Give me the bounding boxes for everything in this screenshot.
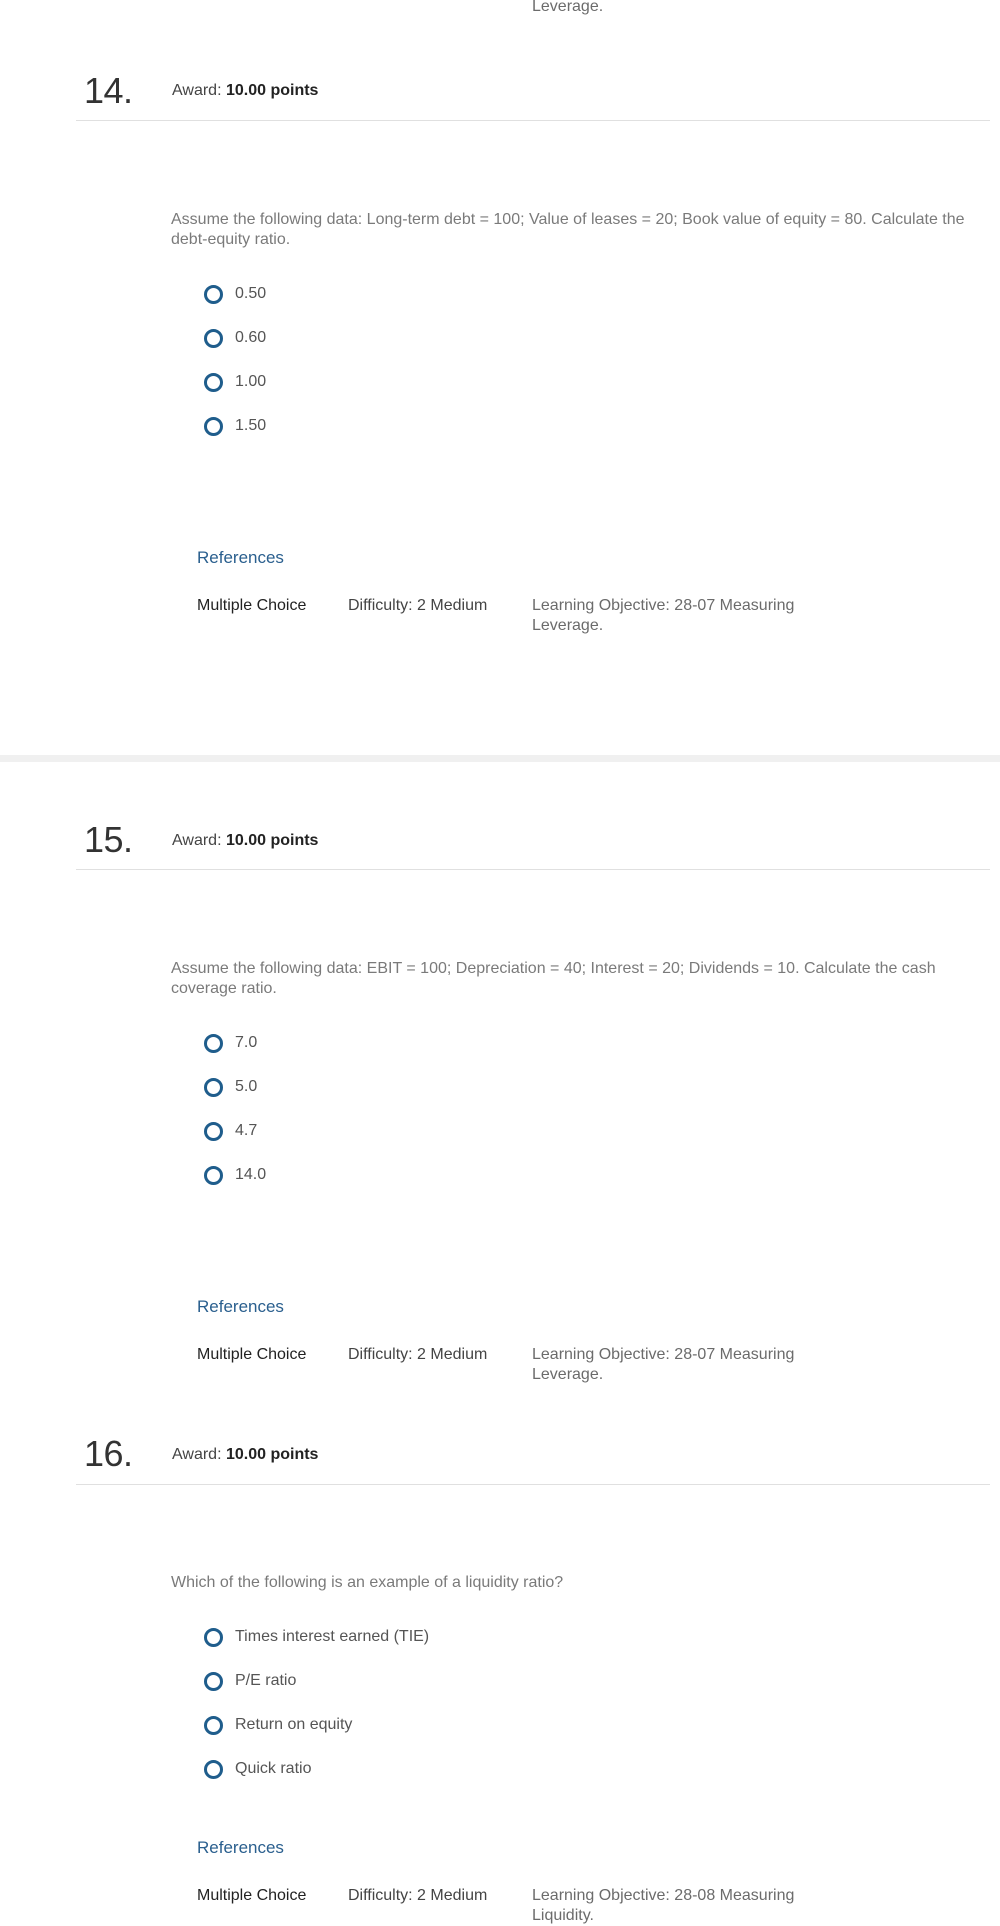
radio-button-icon[interactable] — [204, 373, 223, 392]
radio-button-icon[interactable] — [204, 1078, 223, 1097]
award-points: 10.00 points — [225, 832, 319, 849]
references-link[interactable]: References — [197, 548, 284, 567]
question-number: 15. — [84, 819, 133, 860]
divider — [76, 1484, 990, 1485]
award-label: Award: — [172, 82, 222, 99]
radio-button-icon[interactable] — [204, 1760, 223, 1779]
option-label: 1.00 — [235, 373, 267, 390]
award-label: Award: — [172, 1446, 222, 1463]
answer-option[interactable] — [204, 370, 266, 394]
answer-option[interactable] — [204, 1163, 266, 1187]
radio-button-icon[interactable] — [204, 1672, 223, 1691]
option-label: 1.50 — [235, 417, 267, 434]
award-label: Award: — [172, 832, 222, 849]
option-label: 14.0 — [235, 1166, 267, 1183]
learning-objective: Learning Objective: 28-07 Measuring Leverage. — [532, 1346, 795, 1383]
answer-option[interactable] — [204, 1757, 311, 1781]
divider — [76, 869, 990, 870]
answer-option[interactable] — [204, 1713, 352, 1737]
question-number: 14. — [84, 70, 133, 111]
award-points: 10.00 points — [225, 82, 319, 99]
option-label: Return on equity — [235, 1716, 353, 1733]
answer-option[interactable] — [204, 1625, 429, 1649]
difficulty: Difficulty: 2 Medium — [348, 1887, 488, 1904]
option-label: Quick ratio — [235, 1760, 312, 1777]
section-separator — [0, 755, 1000, 762]
option-label: 4.7 — [235, 1122, 258, 1139]
learning-objective: Learning Objective: 28-07 Measuring Leverage. — [532, 597, 795, 634]
references-link[interactable]: References — [197, 1838, 284, 1857]
question-type: Multiple Choice — [197, 1346, 307, 1363]
question-type: Multiple Choice — [197, 597, 307, 614]
option-label: Times interest earned (TIE) — [235, 1628, 430, 1645]
radio-button-icon[interactable] — [204, 1716, 223, 1735]
question-number: 16. — [84, 1433, 133, 1474]
answer-option[interactable] — [204, 282, 266, 306]
award-text — [172, 832, 318, 850]
difficulty: Difficulty: 2 Medium — [348, 1346, 488, 1363]
option-label: 7.0 — [235, 1034, 258, 1051]
radio-button-icon[interactable] — [204, 417, 223, 436]
radio-button-icon[interactable] — [204, 1166, 223, 1185]
award-text — [172, 1446, 318, 1464]
divider — [76, 120, 990, 121]
learning-objective: Learning Objective: 28-08 Measuring Liquidity. — [532, 1887, 795, 1924]
option-label: 5.0 — [235, 1078, 258, 1095]
radio-button-icon[interactable] — [204, 329, 223, 348]
answer-option[interactable] — [204, 414, 266, 438]
award-text — [172, 82, 318, 100]
answer-option[interactable] — [204, 1119, 257, 1143]
award-points: 10.00 points — [225, 1446, 319, 1463]
question-type: Multiple Choice — [197, 1887, 307, 1904]
option-label: P/E ratio — [235, 1672, 297, 1689]
previous-learning-objective-fragment: Leverage. — [532, 0, 604, 15]
answer-option[interactable] — [204, 326, 266, 350]
option-label: 0.60 — [235, 329, 267, 346]
question-text: Assume the following data: Long-term debt = 100; Value of leases = 20; Book value of equity = 80. Calculate the debt-equity ratio. — [171, 211, 965, 248]
question-text: Which of the following is an example of a liquidity ratio? — [171, 1574, 564, 1591]
difficulty: Difficulty: 2 Medium — [348, 597, 488, 614]
answer-option[interactable] — [204, 1075, 257, 1099]
answer-option[interactable] — [204, 1031, 257, 1055]
radio-button-icon[interactable] — [204, 285, 223, 304]
radio-button-icon[interactable] — [204, 1628, 223, 1647]
question-text: Assume the following data: EBIT = 100; Depreciation = 40; Interest = 20; Dividends = 10. Calculate the cash coverage ratio. — [171, 960, 936, 997]
answer-option[interactable] — [204, 1669, 296, 1693]
references-link[interactable]: References — [197, 1297, 284, 1316]
radio-button-icon[interactable] — [204, 1034, 223, 1053]
option-label: 0.50 — [235, 285, 267, 302]
radio-button-icon[interactable] — [204, 1122, 223, 1141]
